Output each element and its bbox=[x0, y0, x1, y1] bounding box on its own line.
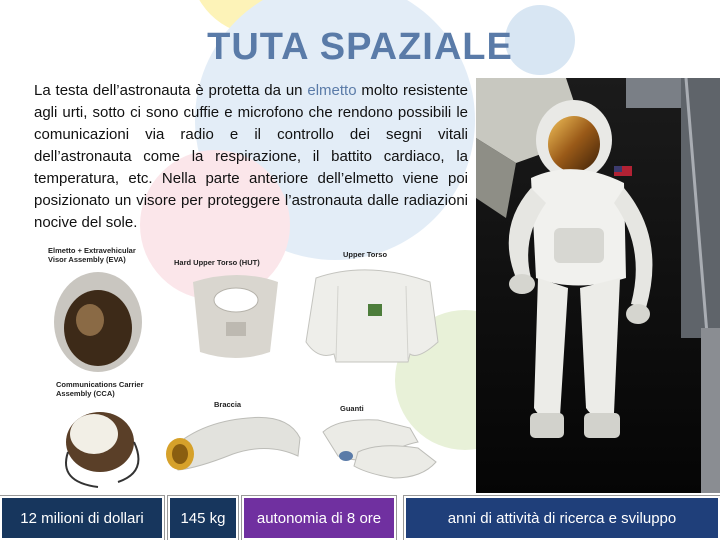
bottom-box-weight bbox=[168, 496, 238, 540]
bottom-box-cost-label: 12 milioni di dollari bbox=[20, 509, 144, 527]
bottom-box-autonomy-label: autonomia di 8 ore bbox=[256, 509, 382, 527]
slide-title: TUTA SPAZIALE bbox=[207, 26, 513, 68]
arms-image bbox=[166, 417, 300, 470]
suit-components-figure bbox=[38, 242, 468, 494]
bottom-box-cost bbox=[0, 496, 164, 540]
bottom-box-research-label: anni di attività di ricerca e sviluppo bbox=[447, 509, 677, 527]
paragraph-text-start: La testa dell’astronauta è protetta da un bbox=[34, 82, 308, 99]
bottom-box-autonomy bbox=[242, 496, 396, 540]
helmet-image bbox=[54, 272, 142, 372]
caption-upper-torso: Upper Torso bbox=[343, 250, 388, 259]
caption-gloves: Guanti bbox=[340, 404, 364, 413]
bottom-box-research bbox=[404, 496, 720, 540]
gloves-image bbox=[323, 420, 436, 478]
caption-hut: Hard Upper Torso (HUT) bbox=[174, 258, 260, 267]
astronaut-illustration bbox=[476, 78, 720, 493]
upper-torso-image bbox=[306, 270, 438, 362]
caption-arms: Braccia bbox=[214, 400, 242, 409]
body-paragraph bbox=[34, 80, 468, 234]
comms-carrier-image bbox=[66, 412, 138, 487]
caption-helmet: Elmetto + Extravehicular Visor Assembly (EVA) bbox=[48, 246, 136, 264]
paragraph-text-end: molto resistente agli urti, sotto ci sono cuffie e microfono che rendono possibili le comunicazioni via radio e il controllo dei segni vitali dell’astronauta come la respirazione, il battito cardiaco, la temperatura, etc. Nella parte anteriore dell’elmetto viene poi posizionato un visore per proteggere l’astronauta dalle radiazioni nocive del sole. bbox=[34, 82, 468, 231]
hard-upper-torso-image bbox=[193, 275, 278, 358]
caption-cca: Communications Carrier Assembly (CCA) bbox=[56, 380, 144, 398]
astronaut-photo bbox=[476, 78, 720, 493]
bottom-box-weight-label: 145 kg bbox=[180, 509, 226, 527]
highlight-word-elmetto: elmetto bbox=[307, 82, 357, 99]
